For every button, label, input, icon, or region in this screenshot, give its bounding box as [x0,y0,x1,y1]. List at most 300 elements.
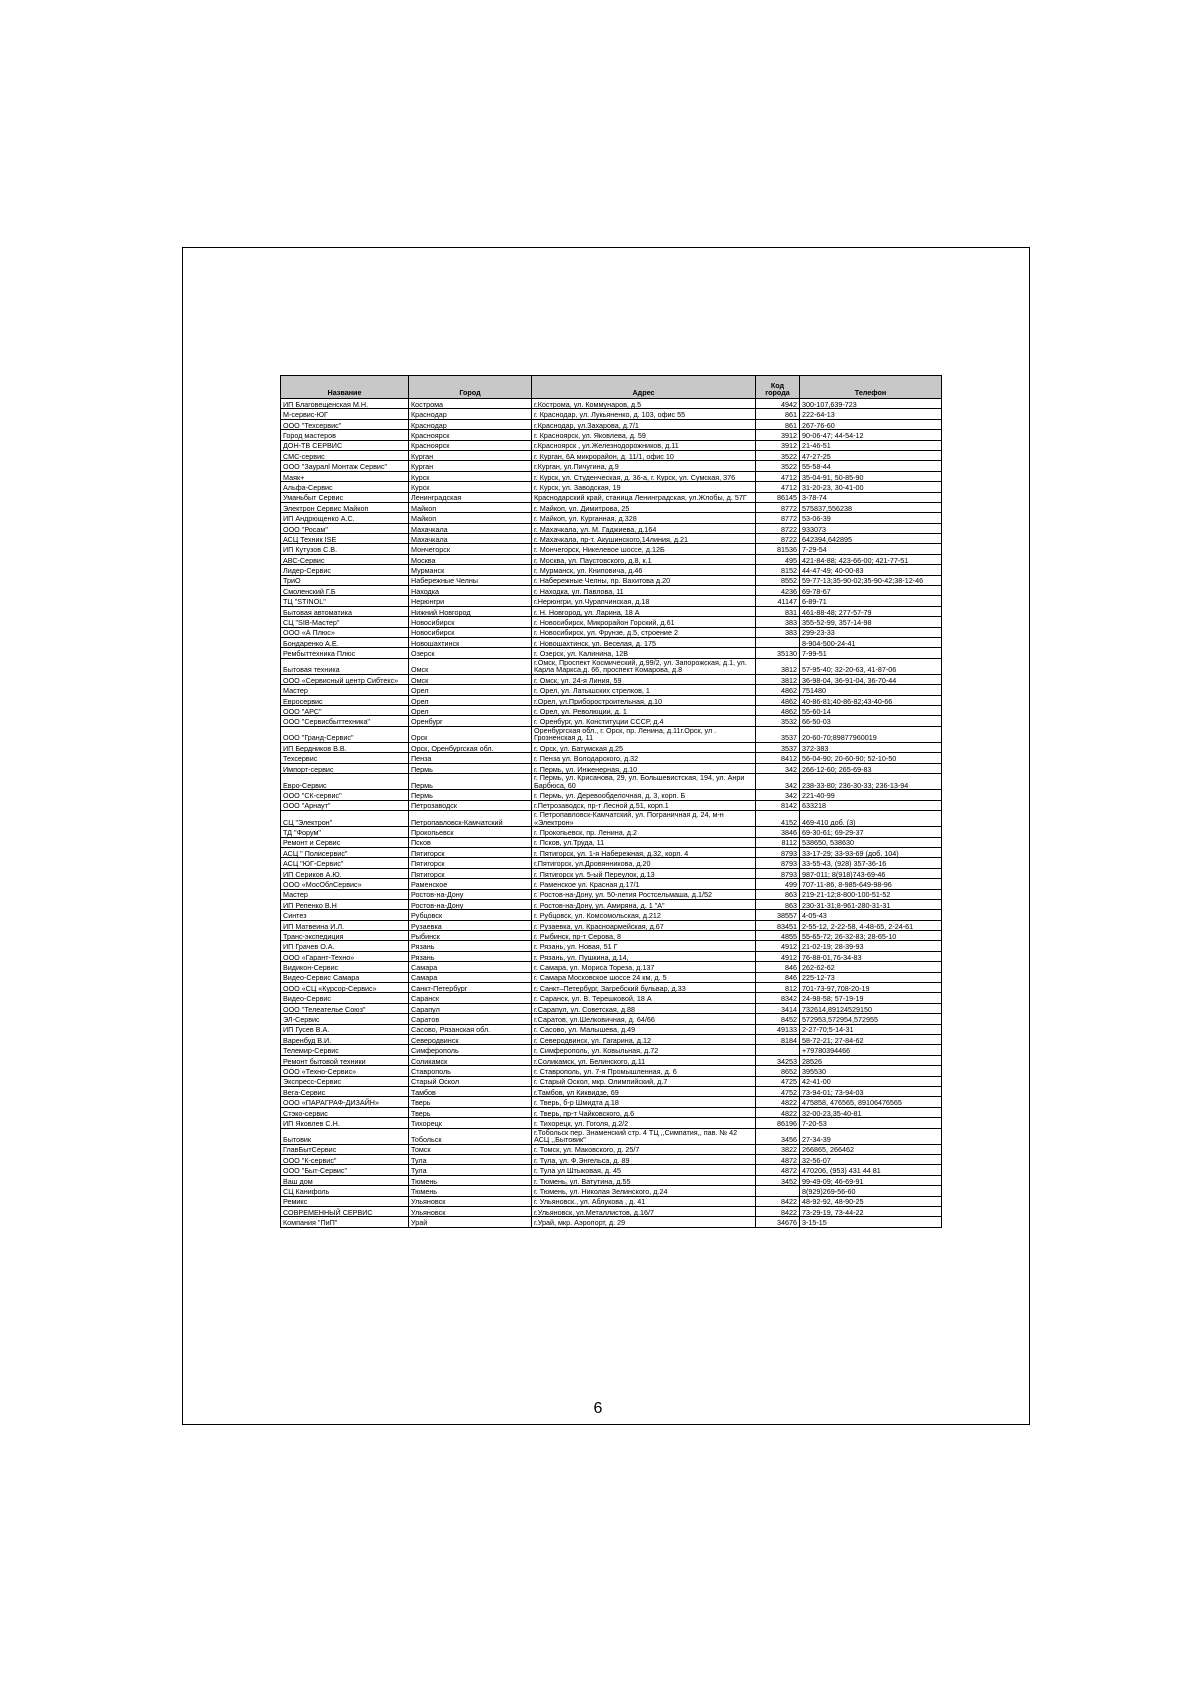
table-row [281,596,942,606]
cell-phone: 33-55-43, (928) 357-36-16 [800,858,942,868]
cell-address: г. Пермь, ул. Инженерная, д.10 [532,763,756,773]
cell-name: СМС-сервис [281,450,409,460]
cell-city: Пятигорск [409,868,532,878]
table-row [281,858,942,868]
cell-address: г. Набережные Челны, пр. Вахитова д.20 [532,575,756,585]
table-row [281,1186,942,1196]
cell-city-code: 8142 [756,800,800,810]
cell-city: Тверь [409,1107,532,1117]
cell-address: г.Тобольск пер. Знаменский стр. 4 ТЦ ,,Симпатия,, пав. № 42 АСЦ ,,Бытовик" [532,1128,756,1144]
cell-city: Красноярск [409,440,532,450]
cell-name: ИП Бердников В.В. [281,742,409,752]
cell-city-code: 3522 [756,450,800,460]
header-address: Адрес [532,376,756,399]
table-row [281,544,942,554]
cell-address: г. Орск, ул. Батумская д.25 [532,742,756,752]
cell-address: г. Старый Оскол, мкр. Олимпийский, д.7 [532,1076,756,1086]
table-row [281,1165,942,1175]
cell-name: Город мастеров [281,430,409,440]
cell-name: Альфа-Сервис [281,482,409,492]
cell-city-code: 3912 [756,440,800,450]
cell-city: Омск [409,674,532,684]
cell-phone: +79780394466 [800,1045,942,1055]
cell-city: Тюмень [409,1186,532,1196]
cell-name: Евро-Сервис [281,774,409,790]
cell-address: г. Новошахтинск, ул. Веселая, д. 175 [532,637,756,647]
cell-address: г. Санкт–Петербург, Загребский бульвар, д.33 [532,983,756,993]
table-body [281,399,942,1228]
cell-address: г. Ставрополь, ул. 7-я Промышленная, д. 6 [532,1066,756,1076]
cell-city: Пенза [409,753,532,763]
table-row [281,399,942,409]
cell-address: г. Пенза ул. Володарского, д.32 [532,753,756,763]
cell-address: г. Тверь, пр-т Чайковского, д.6 [532,1107,756,1117]
cell-city: Тамбов [409,1086,532,1096]
cell-name: ГлавБытСервис [281,1144,409,1154]
cell-city: Пермь [409,774,532,790]
cell-city: Пятигорск [409,858,532,868]
table-row [281,879,942,889]
cell-name: ООО "Зауралl Монтаж Сервис" [281,461,409,471]
cell-city-code: 3537 [756,726,800,742]
cell-city-code: 41147 [756,596,800,606]
cell-phone: 461-88-48; 277-57-79 [800,606,942,616]
cell-city-code: 8772 [756,502,800,512]
cell-city-code: 342 [756,790,800,800]
cell-city: Самара [409,962,532,972]
cell-name: ООО «МосОблСервис» [281,879,409,889]
cell-name: Экспресс-Сервис [281,1076,409,1086]
cell-address: г.Кострома, ул. Коммунаров, д.5 [532,399,756,409]
cell-city-code: 35130 [756,648,800,658]
table-row [281,1014,942,1024]
cell-name: ТриО [281,575,409,585]
cell-city: Томск [409,1144,532,1154]
cell-name: ООО "Телеателье Союз" [281,1003,409,1013]
cell-address: г. Тюмень, ул. Ватутина, д.55 [532,1175,756,1185]
cell-address: г. Самара, ул. Мориса Тореза, д.137 [532,962,756,972]
cell-phone: 24-98-58; 57-19-19 [800,993,942,1003]
cell-city: Орел [409,695,532,705]
table-row [281,1076,942,1086]
cell-city-code: 8152 [756,565,800,575]
cell-address: г. Мурманск, ул. Книповича, д.46 [532,565,756,575]
cell-city-code: 4862 [756,695,800,705]
cell-city-code: 8422 [756,1206,800,1216]
header-city-code: Код города [756,376,800,399]
cell-city: Новосибирск [409,627,532,637]
table-row [281,658,942,674]
cell-phone: 751480 [800,685,942,695]
cell-city: Москва [409,554,532,564]
cell-city-code: 3532 [756,716,800,726]
table-row [281,847,942,857]
cell-city-code: 4872 [756,1165,800,1175]
cell-phone: 221-40-99 [800,790,942,800]
cell-name: М-сервис-ЮГ [281,409,409,419]
cell-address: г. Курск, ул. Студенческая, д. 36-а, г. Курск, ул. Сумская, 376 [532,471,756,481]
table-row [281,637,942,647]
cell-city-code: 8452 [756,1014,800,1024]
cell-address: г. Тюмень, ул. Николая Зелинского, д.24 [532,1186,756,1196]
table-row [281,617,942,627]
cell-phone: 707-11-86, 8-985-649-98-96 [800,879,942,889]
header-phone: Телефон [800,376,942,399]
table-row [281,1206,942,1216]
cell-city: Ставрополь [409,1066,532,1076]
cell-address: г. Северодвинск, ул. Гагарина, д.12 [532,1034,756,1044]
cell-phone: 538650, 538630 [800,837,942,847]
cell-city: Новосибирск [409,617,532,627]
cell-name: Евросервис [281,695,409,705]
cell-city-code: 4822 [756,1107,800,1117]
table-row [281,554,942,564]
cell-address: г. Майкоп, ул. Димитрова, 25 [532,502,756,512]
cell-city: Находка [409,586,532,596]
cell-city: Раменское [409,879,532,889]
cell-address: г. Новосибирск, Микрорайон Горский, д.61 [532,617,756,627]
cell-name: Ремонт и Сервис [281,837,409,847]
cell-phone: 55-60-14 [800,706,942,716]
cell-name: Мастер [281,685,409,695]
table-row [281,910,942,920]
cell-phone: 73-94-01; 73-94-03 [800,1086,942,1096]
cell-phone: 36-98-04, 36-91-04, 36-70-44 [800,674,942,684]
cell-phone: 7-20-53 [800,1118,942,1128]
table-row [281,685,942,695]
cell-address: Оренбургская обл., г. Орск, пр. Ленина, д.11г.Орск, ул . Грозненская д. 11 [532,726,756,742]
cell-name: СЦ "SIB-Мастер" [281,617,409,627]
cell-address: г. Ульяновск., ул. Аблукова , д. 41 [532,1196,756,1206]
cell-name: АСЦ Техник ISE [281,534,409,544]
cell-address: г. Ростов-на-Дону, ул. 50-летия Ростсельмаша, д.1/52 [532,889,756,899]
cell-city-code: 846 [756,962,800,972]
cell-city-code: 8342 [756,993,800,1003]
table-row [281,941,942,951]
cell-address: г. Псков, ул.Труда, 11 [532,837,756,847]
cell-name: ИП Репенко В.Н [281,899,409,909]
cell-city: Тюмень [409,1175,532,1185]
cell-phone: 299-23-33 [800,627,942,637]
table-row [281,716,942,726]
table-row [281,502,942,512]
header-name: Название [281,376,409,399]
cell-city: Оренбург [409,716,532,726]
table-row [281,461,942,471]
cell-city: Мончегорск [409,544,532,554]
table-row [281,513,942,523]
cell-phone: 8-904-500-24-41 [800,637,942,647]
cell-name: ИП Сериков А.Ю. [281,868,409,878]
cell-phone: 987-011; 8(918)743-69-46 [800,868,942,878]
table-row [281,1055,942,1065]
cell-phone: 69-78-67 [800,586,942,596]
cell-name: ИП Матвеина И.Л. [281,920,409,930]
cell-city: Махачкала [409,523,532,533]
cell-city-code: 4872 [756,1155,800,1165]
table-row [281,674,942,684]
cell-name: ИП Яковлев С.Н. [281,1118,409,1128]
cell-phone: 701-73-97,708-20-19 [800,983,942,993]
cell-address: г. Майкоп, ул. Курганная, д.328 [532,513,756,523]
cell-address: г.Пятигорск, ул.Дровянникова, д.20 [532,858,756,868]
table-row [281,575,942,585]
cell-address: г. Рузаевка, ул. Красноармейская, д.67 [532,920,756,930]
cell-city: Урай [409,1217,532,1227]
cell-city: Новошахтинск [409,637,532,647]
cell-city-code: 4822 [756,1097,800,1107]
cell-city: Озерск [409,648,532,658]
cell-phone: 58-72-21; 27-84-62 [800,1034,942,1044]
cell-address: г. Оренбург, ул. Конституции СССР, д.4 [532,716,756,726]
cell-city-code: 34676 [756,1217,800,1227]
cell-city-code: 4912 [756,941,800,951]
cell-city: Ленинградская [409,492,532,502]
cell-city-code: 383 [756,627,800,637]
cell-address: г. Озерск, ул. Калинина, 12В [532,648,756,658]
cell-address: г. Рязань, ул. Пушкина, д.14, [532,951,756,961]
cell-phone: 219-21-12;8-800-100-51-52 [800,889,942,899]
table-row [281,1155,942,1165]
cell-city-code: 846 [756,972,800,982]
cell-name: Стэко-сервис [281,1107,409,1117]
table-row [281,726,942,742]
table-row [281,1045,942,1055]
table-row [281,742,942,752]
cell-city-code: 3812 [756,674,800,684]
cell-name: Бытовая автоматика [281,606,409,616]
cell-name: СЦ Канифоль [281,1186,409,1196]
cell-name: Мастер [281,889,409,899]
cell-address: г. Омск, ул. 24-я Линия, 59 [532,674,756,684]
cell-name: СОВРЕМЕННЫЙ СЕРВИС [281,1206,409,1216]
cell-city: Тобольск [409,1128,532,1144]
cell-city-code: 3822 [756,1144,800,1154]
table-row [281,606,942,616]
cell-name: ООО «Гарант-Техно» [281,951,409,961]
cell-city-code: 86196 [756,1118,800,1128]
cell-city: Рузаевка [409,920,532,930]
cell-city: Омск [409,658,532,674]
cell-phone: 35-04-91, 50-85-90 [800,471,942,481]
cell-phone: 4-05-43 [800,910,942,920]
cell-city: Майкоп [409,513,532,523]
cell-city-code: 4725 [756,1076,800,1086]
table-row [281,951,942,961]
table-row [281,565,942,575]
cell-name: АСЦ " Полисервис" [281,847,409,857]
cell-address: г. Н. Новгород, ул. Ларина, 18 А [532,606,756,616]
cell-address: г. Рязань, ул. Новая, 51 Г [532,941,756,951]
cell-city-code: 812 [756,983,800,993]
cell-city-code: 8412 [756,753,800,763]
cell-city-code: 81536 [756,544,800,554]
cell-city: Сарапул [409,1003,532,1013]
cell-phone: 42-41-00 [800,1076,942,1086]
cell-phone: 76-88-01,76-34-83 [800,951,942,961]
cell-city-code: 8184 [756,1034,800,1044]
cell-city: Прокопьевск [409,827,532,837]
cell-name: ТД "Форум" [281,827,409,837]
cell-address: г. Находка, ул. Павлова, 11 [532,586,756,596]
cell-city-code: 495 [756,554,800,564]
cell-address: г.Ульяновск, ул.Металлистов, д.16/7 [532,1206,756,1216]
cell-city: Курган [409,461,532,471]
cell-name: ИП Гусев В.А. [281,1024,409,1034]
cell-city: Саратов [409,1014,532,1024]
table-row [281,534,942,544]
cell-address: г. Махачкала, ул. М. Гаджиева, д.164 [532,523,756,533]
cell-phone: 469-410 доб. (3) [800,811,942,827]
cell-phone: 300-107,639-723 [800,399,942,409]
cell-phone: 32-56-07 [800,1155,942,1165]
table-row [281,1107,942,1117]
cell-name: ООО "СК-сервис" [281,790,409,800]
cell-city-code: 499 [756,879,800,889]
cell-name: ООО «А Плюс» [281,627,409,637]
table-row [281,753,942,763]
table-row [281,972,942,982]
cell-city: Ульяновск [409,1196,532,1206]
cell-phone: 732614,89124529150 [800,1003,942,1013]
cell-address: г.Тамбов, ул Киквидзе, 69 [532,1086,756,1096]
cell-city-code: 4855 [756,931,800,941]
cell-phone: 6-89-71 [800,596,942,606]
cell-address: г.Урай, мкр. Аэропорт, д. 29 [532,1217,756,1227]
table-row [281,450,942,460]
cell-address: г. Орел, ул. Революции, д. 1 [532,706,756,716]
cell-address: г.Красноярск , ул.Железнодорожников, д.11 [532,440,756,450]
cell-address: г. Мончегорск, Никелевое шоссе, д.12Б [532,544,756,554]
cell-address: г.Нерюнгри, ул.Чурапчинская, д.18 [532,596,756,606]
cell-address: г. Пермь, ул. Деревообделочная, д. 3, корп. Б [532,790,756,800]
cell-name: ООО "Быт-Сервис" [281,1165,409,1175]
cell-name: Уманьбыт Сервис [281,492,409,502]
cell-city-code: 8722 [756,523,800,533]
cell-phone: 59-77-13;35-90-02;35-90-42;38-12-46 [800,575,942,585]
cell-address: г. Тверь, б-р Шмидта д.18 [532,1097,756,1107]
cell-phone: 238-33-80; 236-30-33; 236-13-94 [800,774,942,790]
cell-phone: 222-64-13 [800,409,942,419]
cell-phone: 266-12-60; 265-69-83 [800,763,942,773]
cell-city: Псков [409,837,532,847]
cell-phone: 395530 [800,1066,942,1076]
cell-name: Вега-Сервис [281,1086,409,1096]
cell-address: Краснодарский край, станица Ленинградская, ул.Жлобы, д. 57Г [532,492,756,502]
cell-city: Мурманск [409,565,532,575]
cell-city-code: 8772 [756,513,800,523]
cell-name: ООО «Техно-Сервис» [281,1066,409,1076]
cell-city-code: 3456 [756,1128,800,1144]
cell-name: Лидер-Сервис [281,565,409,575]
cell-city-code: 8112 [756,837,800,847]
table-row [281,920,942,930]
cell-city: Рубцовск [409,910,532,920]
cell-phone: 355-52-99, 357-14-98 [800,617,942,627]
cell-city-code: 4752 [756,1086,800,1096]
cell-address: г. Орел, ул. Латышских стрелков, 1 [532,685,756,695]
cell-name: Синтез [281,910,409,920]
cell-address: г.Омск, Проспект Космический, д.99/2, ул. Запорожская, д.1, ул. Карла Маркса,д. 66, проспект Комарова, д.8 [532,658,756,674]
cell-phone: 57-95-40; 32-20-63, 41-87-06 [800,658,942,674]
cell-city: Махачкала [409,534,532,544]
table-row [281,800,942,810]
cell-name: ИП Благовещенская М.Н. [281,399,409,409]
table-row [281,627,942,637]
cell-city: Петрозаводск [409,800,532,810]
cell-address: г. Прокопьевск, пр. Ленина, д.2 [532,827,756,837]
cell-name: ООО «ПАРАГРАФ-ДИЗАЙН» [281,1097,409,1107]
cell-city: Орел [409,706,532,716]
table-row [281,1003,942,1013]
table-row [281,1086,942,1096]
table-row [281,492,942,502]
cell-city: Красноярск [409,430,532,440]
cell-city: Симферополь [409,1045,532,1055]
table-row [281,763,942,773]
cell-phone: 32-00-23,35-40-81 [800,1107,942,1117]
cell-phone: 55-65-72; 26-32-83; 28-65-10 [800,931,942,941]
table-row [281,430,942,440]
cell-address: г. Сасово, ул. Малышева, д.49 [532,1024,756,1034]
cell-name: Импорт-сервис [281,763,409,773]
cell-phone: 421-84-88; 423-66-00; 421-77-51 [800,554,942,564]
cell-name: ДОН-ТВ СЕРВИС [281,440,409,450]
cell-phone: 8(929)269-56-60 [800,1186,942,1196]
cell-address: г. Саранск, ул. В. Терешковой, 18 А [532,993,756,1003]
cell-name: Ремикс [281,1196,409,1206]
cell-city: Курск [409,471,532,481]
cell-phone: 55-58-44 [800,461,942,471]
cell-city-code: 38557 [756,910,800,920]
cell-name: Транс-экспедиция [281,931,409,941]
cell-address: г. Петропавловск-Камчатский, ул. Пограничная д. 24, м-н «Электрон» [532,811,756,827]
cell-city-code: 4712 [756,482,800,492]
cell-phone: 44-47-49; 40-00-83 [800,565,942,575]
table-row [281,586,942,596]
cell-address: г. Курск, ул. Заводская, 19 [532,482,756,492]
cell-city: Нижний Новгород [409,606,532,616]
cell-address: г. Курган, 6А микрорайон, д. 11/1, офис 10 [532,450,756,460]
cell-phone: 47-27-25 [800,450,942,460]
cell-phone: 21-02-19; 28-39-93 [800,941,942,951]
cell-city: Рязань [409,951,532,961]
cell-name: СЦ "Электрон" [281,811,409,827]
cell-name: Видео-Сервис [281,993,409,1003]
cell-address: г.Краснодар, ул.Захарова, д.7/1 [532,419,756,429]
cell-city: Рыбинск [409,931,532,941]
cell-phone: 7-99-51 [800,648,942,658]
cell-name: ООО "Техсервис" [281,419,409,429]
cell-name: Маяк+ [281,471,409,481]
table-row [281,1097,942,1107]
cell-city-code: 4712 [756,471,800,481]
cell-city-code: 383 [756,617,800,627]
cell-name: Ремонт бытовой техники [281,1055,409,1065]
cell-phone: 27-34-39 [800,1128,942,1144]
cell-address: г. Ростов-на-Дону, ул. Амиряна, д. 1 "А" [532,899,756,909]
cell-city-code: 342 [756,774,800,790]
cell-address: г.Петрозаводск, пр-т Лесной д.51, корп.1 [532,800,756,810]
cell-city-code: 4236 [756,586,800,596]
cell-city: Соликамск [409,1055,532,1065]
service-centers-table [280,375,942,1228]
cell-name: Бондаренко А.Е. [281,637,409,647]
table-row [281,440,942,450]
cell-city-code: 863 [756,899,800,909]
cell-city: Кострома [409,399,532,409]
cell-phone: 230-31-31;8-961-280-31-31 [800,899,942,909]
